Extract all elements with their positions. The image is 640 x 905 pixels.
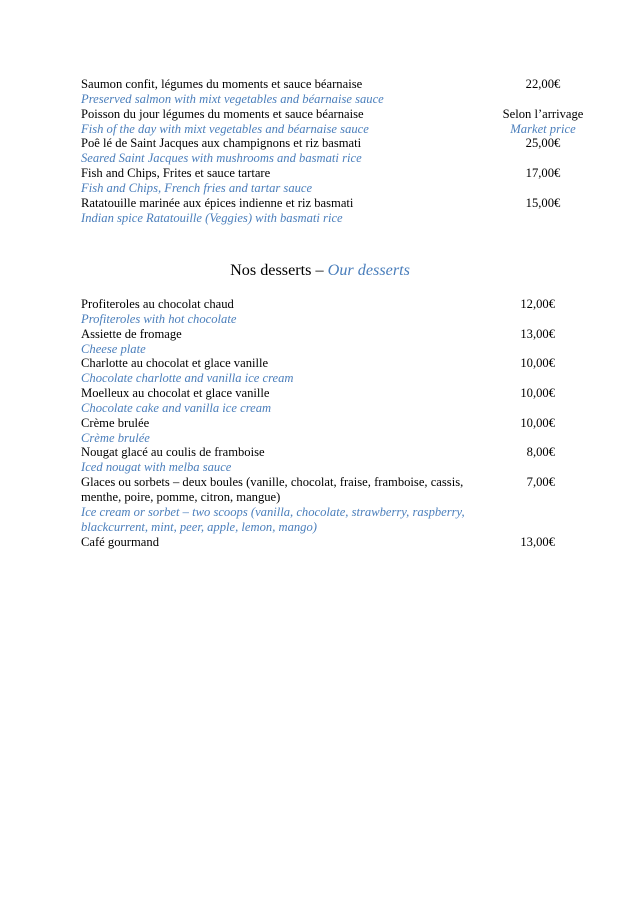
menu-item-name-fr: Ratatouille marinée aux épices indienne et riz basmati — [81, 195, 354, 210]
menu-item-line-fr — [81, 136, 559, 151]
heading-separator: – — [311, 261, 328, 279]
menu-item-line-fr — [81, 106, 584, 122]
menu-item-line-fr — [81, 196, 559, 211]
menu-item-name-fr: Glaces ou sorbets – deux boules (vanille, chocolat, fraise, framboise, cassis, menthe, poire, pomme, citron, mangue) — [81, 475, 464, 504]
menu-item-line-fr — [81, 475, 559, 505]
menu-item-line-fr — [81, 77, 559, 92]
menu-item-name-fr: Poisson du jour légumes du moments et sauce béarnaise — [81, 106, 364, 121]
menu-item-name-fr: Moelleux au chocolat et glace vanille — [81, 386, 270, 401]
menu-item-line-fr — [81, 297, 559, 312]
menu-item-name-en: Indian spice Ratatouille (Veggies) with basmati rice — [81, 210, 343, 225]
menu-item-row — [81, 106, 584, 137]
menu-item-price: 8,00€ — [526, 445, 555, 460]
menu-item-name-en: Profiteroles with hot chocolate — [81, 311, 237, 326]
menu-item-row — [81, 445, 559, 475]
menu-item-row — [81, 196, 559, 226]
menu-item-row — [81, 297, 559, 327]
menu-item-name-fr: Crème brulée — [81, 415, 150, 430]
menu-item-price: Selon l’arrivage — [502, 106, 584, 121]
heading-title-fr: Nos desserts — [230, 261, 312, 279]
menu-item-name-en: Cheese plate — [81, 341, 146, 356]
menu-item-name-en: Fish of the day with mixt vegetables and béarnaise sauce — [81, 121, 369, 136]
menu-item-name-en: Iced nougat with melba sauce — [81, 460, 232, 475]
menu-item-row — [81, 475, 559, 534]
menu-item-price: 10,00€ — [520, 356, 555, 371]
menu-item-name-en: Preserved salmon with mixt vegetables and béarnaise sauce — [81, 91, 384, 106]
menu-item-name-fr: Profiteroles au chocolat chaud — [81, 297, 234, 311]
menu-item-price: 13,00€ — [520, 326, 555, 341]
menu-item-name-fr: Fish and Chips, Frites et sauce tartare — [81, 166, 271, 181]
menu-item-name-fr: Charlotte au chocolat et glace vanille — [81, 356, 269, 371]
menu-item-price: 25,00€ — [525, 136, 561, 151]
menu-item-price: 10,00€ — [520, 415, 555, 430]
menu-item-price: 12,00€ — [520, 297, 555, 311]
menu-item-line-fr — [81, 416, 559, 431]
menu-item-name-fr: Nougat glacé au coulis de framboise — [81, 445, 265, 460]
menu-item-name-en: Fish and Chips, French fries and tartar sauce — [81, 180, 313, 195]
menu-item-name-fr: Assiette de fromage — [81, 326, 182, 341]
menu-item-line-fr — [81, 445, 559, 460]
menu-item-price: 10,00€ — [520, 386, 555, 401]
menu-item-name-fr: Café gourmand — [81, 534, 159, 549]
menu-item-line-fr — [81, 327, 559, 342]
menu-item-line-en — [81, 401, 559, 416]
menu-item-line-fr — [81, 386, 559, 401]
menu-item-row — [81, 166, 559, 196]
menu-item-line-en — [81, 312, 559, 327]
menu-item-price: 22,00€ — [525, 77, 561, 91]
menu-item-line-en — [81, 121, 576, 137]
menu-item-line-en — [81, 505, 559, 535]
menu-item-price-translation: Market price — [510, 121, 576, 136]
menu-item-row — [81, 327, 559, 357]
menu-item-row — [81, 416, 559, 446]
menu-item-line-en — [81, 151, 559, 166]
menu-item-line-en — [81, 460, 559, 475]
menu-item-line-en — [81, 431, 559, 446]
menu-item-name-fr: Poê lé de Saint Jacques aux champignons et riz basmati — [81, 136, 362, 151]
menu-item-row — [81, 77, 559, 107]
menu-item-line-en — [81, 92, 559, 107]
menu-item-price: 7,00€ — [526, 475, 555, 490]
menu-item-line-fr — [81, 535, 559, 550]
menu-item-line-fr — [81, 356, 559, 371]
menu-item-name-en: Seared Saint Jacques with mushrooms and basmati rice — [81, 151, 362, 166]
menu-item-name-en: Chocolate charlotte and vanilla ice cream — [81, 371, 294, 386]
menu-item-price: 13,00€ — [520, 534, 555, 549]
menu-item-name-en: Chocolate cake and vanilla ice cream — [81, 400, 272, 415]
menu-item-line-en — [81, 181, 559, 196]
menu-item-line-en — [81, 211, 559, 226]
menu-item-row — [81, 356, 559, 386]
main-courses-section — [81, 77, 584, 225]
menu-item-line-en — [81, 371, 559, 386]
menu-item-price: 15,00€ — [525, 195, 561, 210]
menu-item-line-en — [81, 342, 559, 357]
menu-item-price: 17,00€ — [525, 166, 561, 181]
menu-item-row — [81, 386, 559, 416]
menu-item-name-en: Crème brulée — [81, 430, 150, 445]
menu-item-line-fr — [81, 166, 559, 181]
menu-item-name-fr: Saumon confit, légumes du moments et sauce béarnaise — [81, 77, 363, 91]
heading-title-en: Our desserts — [327, 261, 410, 279]
desserts-section-heading — [0, 260, 640, 280]
desserts-section — [81, 297, 559, 549]
menu-item-row — [81, 136, 559, 166]
menu-item-row — [81, 535, 559, 550]
menu-item-name-en: Ice cream or sorbet – two scoops (vanilla, chocolate, strawberry, raspberry, blackcurrent, mint, peer, apple, lemon, mango) — [81, 504, 465, 534]
